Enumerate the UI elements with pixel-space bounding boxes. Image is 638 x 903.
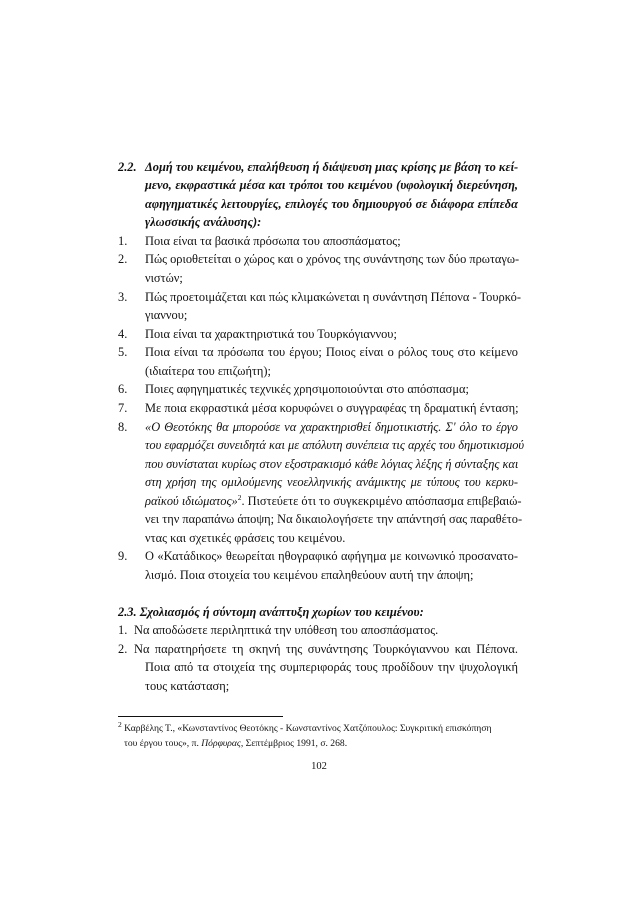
footnote-ref[interactable]: 2 bbox=[237, 492, 242, 502]
footnote-journal: Πόρφυρας bbox=[201, 738, 241, 749]
list-item-number: 2. bbox=[118, 252, 128, 266]
footnote-line bbox=[118, 719, 492, 736]
list-item-text: Να αποδώσετε περιληπτικά την υπόθεση του αποσπάσματος. bbox=[134, 623, 439, 637]
list-item-text: Να παρατηρήσετε τη σκηνή της συνάντησης Τουρκόγιαννου και Πέπονα. bbox=[134, 642, 518, 656]
section-2-2-heading-line: γλωσσικής ανάλυσης): bbox=[145, 215, 262, 229]
quote-end-line bbox=[145, 492, 522, 510]
footnote-line bbox=[124, 737, 347, 751]
list-item-text: (ιδιαίτερα του επιζωήτη); bbox=[145, 364, 271, 378]
after-quote-text: . Πιστεύετε ότι το συγκεκριμένο απόσπασμα επιβεβαιώ- bbox=[241, 494, 522, 508]
list-item-number: 1. bbox=[118, 234, 128, 248]
section-2-3-heading bbox=[118, 604, 424, 621]
list-item-text: Ο «Κατάδικος» θεωρείται ηθογραφικό αφήγημα με κοινωνικό προσανατο- bbox=[145, 549, 518, 563]
list-item-text: τους κατάσταση; bbox=[145, 679, 230, 693]
section-2-2-heading-line: Δομή του κειμένου, επαλήθευση ή διάψευση μιας κρίσης με βάση το κεί- bbox=[145, 160, 519, 174]
list-item-number: 4. bbox=[118, 327, 128, 341]
list-item-number: 3. bbox=[118, 290, 128, 304]
list-item-number: 9. bbox=[118, 549, 128, 563]
list-item-number: 1. bbox=[118, 623, 128, 637]
quote-line: που συνίσταται κυρίως στον εξοστρακισμό κάθε λόγιας λέξης ή σύνταξης και bbox=[145, 457, 519, 471]
footnote-divider bbox=[118, 716, 283, 717]
section-2-3-number: 2.3. bbox=[118, 605, 137, 619]
section-2-2-heading-line: αφηγηματικές λειτουργίες, επιλογές του δημιουργού σε διάφορα επίπεδα bbox=[145, 197, 518, 211]
footnote-number: 2 bbox=[118, 719, 122, 729]
list-item-text: Ποια είναι τα πρόσωπα του έργου; Ποιος είναι ο ρόλος τους στο κείμενο bbox=[145, 345, 518, 359]
page-number: 102 bbox=[311, 761, 327, 772]
quote-end-wrap bbox=[145, 493, 241, 510]
quote-line: του εφαρμόζει συνειδητά και με απόλυτη συνέπεια τις αρχές του δημοτικισμού bbox=[145, 438, 525, 452]
list-item-text: λισμό. Ποια στοιχεία του κειμένου επαληθεύουν αυτή την άποψη; bbox=[145, 568, 474, 582]
section-2-2-heading-line: μενο, εκφραστικά μέσα και τρόποι του κειμένου (υφολογική διερεύνηση, bbox=[145, 178, 518, 192]
list-item-text: γιαννου; bbox=[145, 308, 188, 322]
list-item-text: νει την παραπάνω άποψη; Να δικαιολογήσετε την απάντησή σας παραθέτο- bbox=[145, 512, 523, 526]
footnote-text: Καρβέλης Τ., «Κωνσταντίνος Θεοτόκης - Κωνσταντίνος Χατζόπουλος: Συγκριτική επισκόπηση bbox=[124, 723, 492, 734]
footnote-text: του έργου τους», π. bbox=[124, 738, 202, 749]
list-item-text: Πώς προετοιμάζεται και πώς κλιμακώνεται η συνάντηση Πέπονα - Τουρκό- bbox=[145, 290, 521, 304]
section-2-3-title: Σχολιασμός ή σύντομη ανάπτυξη χωρίων του κειμένου: bbox=[139, 605, 424, 619]
list-item-text: Ποια από τα στοιχεία της συμπεριφοράς τους προδίδουν την ψυχολογική bbox=[145, 660, 518, 674]
list-item-text: ντας και σχετικές φράσεις του κειμένου. bbox=[145, 531, 346, 545]
list-item-text: νιστών; bbox=[145, 271, 183, 285]
list-item-number: 8. bbox=[118, 420, 128, 434]
list-item-number: 6. bbox=[118, 382, 128, 396]
list-item-text: Με ποια εκφραστικά μέσα κορυφώνει ο συγγραφέας τη δραματική ένταση; bbox=[145, 401, 519, 415]
list-item-text: Ποια είναι τα χαρακτηριστικά του Τουρκόγιαννου; bbox=[145, 327, 397, 341]
list-item-text: Ποιες αφηγηματικές τεχνικές χρησιμοποιούνται στο απόσπασμα; bbox=[145, 382, 469, 396]
quote-line: στη χρήση της ομιλούμενης νεοελληνικής ανάμικτης με τύπους του κερκυ- bbox=[145, 475, 518, 489]
footnote-text: , Σεπτέμβριος 1991, σ. 268. bbox=[240, 738, 348, 749]
section-2-2-number: 2.2. bbox=[118, 160, 137, 174]
list-item-text: Ποια είναι τα βασικά πρόσωπα του αποσπάσματος; bbox=[145, 234, 401, 248]
list-item-number: 2. bbox=[118, 642, 128, 656]
quote-line: «Ο Θεοτόκης θα μπορούσε να χαρακτηρισθεί δημοτικιστής. Σ' όλο το έργο bbox=[145, 420, 518, 434]
quote-end: ραϊκού ιδιώματος» bbox=[145, 494, 238, 508]
list-item-text: Πώς οριοθετείται ο χώρος και ο χρόνος της συνάντησης των δύο πρωταγω- bbox=[145, 252, 520, 266]
list-item-number: 7. bbox=[118, 401, 128, 415]
list-item-number: 5. bbox=[118, 345, 128, 359]
